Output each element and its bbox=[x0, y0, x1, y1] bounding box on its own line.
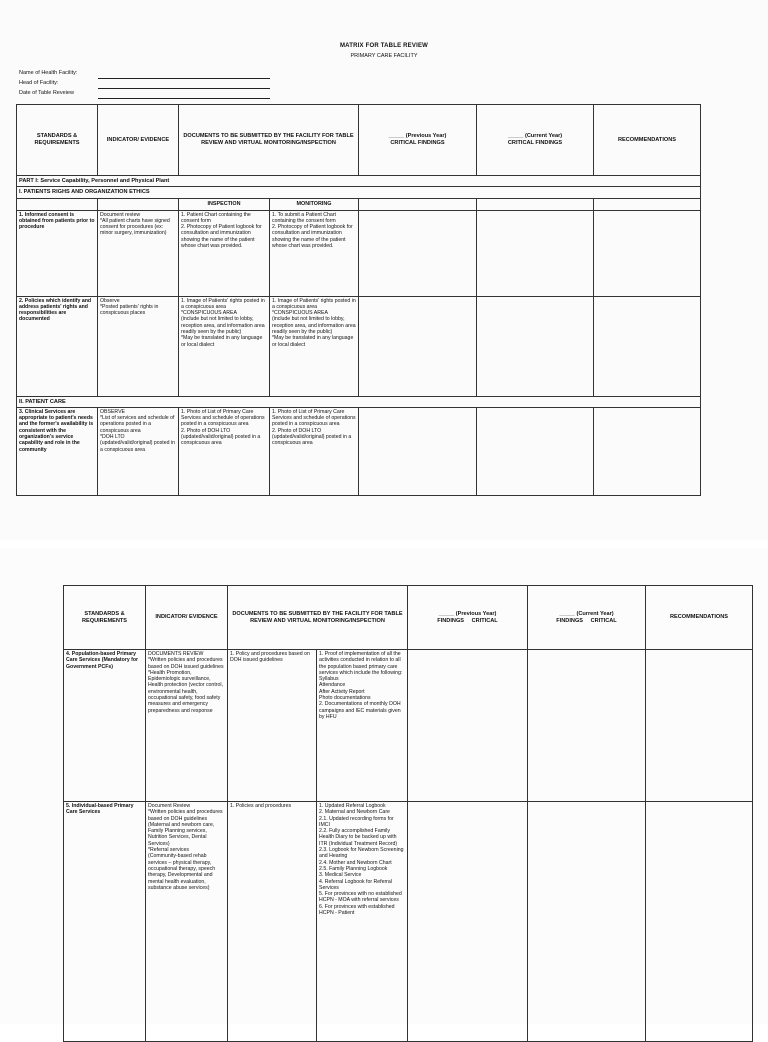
standard-cell: 1. Informed consent is obtained from patients prior to procedure bbox=[17, 210, 98, 296]
header-standards: STANDARDS & REQUIREMENTS bbox=[17, 105, 98, 176]
review-matrix-table-1 bbox=[16, 104, 701, 496]
previous-findings-cell[interactable] bbox=[359, 407, 477, 495]
current-findings-cell[interactable] bbox=[528, 802, 646, 1042]
header-documents: DOCUMENTS TO BE SUBMITTED BY THE FACILITY FOR TABLE REVIEW AND VIRTUAL MONITORING/INSPECTION bbox=[179, 105, 359, 176]
current-findings-label: _____ (Current Year) FINDINGS bbox=[556, 610, 614, 624]
page-2 bbox=[0, 548, 768, 1024]
recommendations-cell[interactable] bbox=[646, 650, 753, 802]
monitoring-cell: 1. Image of Patients' rights posted in a conspicuous area *CONSPICUOUS AREA (include but not limited to lobby, reception area, and information area readily seen by the public) *May be translated in any language or local dialect bbox=[270, 296, 359, 396]
previous-findings-cell[interactable] bbox=[408, 802, 528, 1042]
table-row bbox=[17, 296, 701, 396]
subhead-empty bbox=[17, 198, 98, 210]
inspection-cell: 1. Patient Chart containing the consent form 2. Photocopy of Patient logbook for consultation and immunization showing the name of the patient whose chart was provided. bbox=[179, 210, 270, 296]
table-row bbox=[64, 650, 753, 802]
previous-critical-label: CRITICAL bbox=[471, 617, 498, 624]
review-date-line[interactable] bbox=[98, 97, 270, 99]
indicator-cell: DOCUMENTS REVIEW *Written policies and procedures based on DOH issued guidelines *Health Promotion, Epidemiologic surveillance, Health protection (vector control, environmental health, occupational safety, food safety measures and emergency preparedness and response bbox=[146, 650, 228, 802]
head-of-facility-line[interactable] bbox=[98, 87, 270, 89]
current-critical-label: CRITICAL bbox=[590, 617, 617, 624]
subhead-monitoring: MONITORING bbox=[270, 198, 359, 210]
header-previous-year bbox=[408, 586, 528, 650]
previous-findings-cell[interactable] bbox=[408, 650, 528, 802]
inspection-cell: 1. Policies and procedures bbox=[228, 802, 317, 1042]
recommendations-cell[interactable] bbox=[594, 210, 701, 296]
previous-findings-cell[interactable] bbox=[359, 210, 477, 296]
previous-findings-label: _____ (Previous Year) FINDINGS bbox=[437, 610, 497, 624]
indicator-cell: OBSERVE *List of services and schedule of operations posted in a conspicuous area *DOH LTO (updated/valid/original) posted in a conspicuous area bbox=[98, 407, 179, 495]
monitoring-cell: 1. To submit a Patient Chart containing the consent form 2. Photocopy of Patient logbook for consultation and immunization showing the name of the patient whose chart was provided. bbox=[270, 210, 359, 296]
section-heading: I. PATIENTS RIGHS AND ORGANIZATION ETHICS bbox=[17, 187, 701, 198]
current-findings-cell[interactable] bbox=[477, 210, 594, 296]
recommendations-cell[interactable] bbox=[646, 802, 753, 1042]
head-of-facility-label: Head of Facility: bbox=[19, 80, 59, 86]
subhead-empty bbox=[98, 198, 179, 210]
facility-name-label: Name of Health Facility: bbox=[19, 70, 78, 76]
standard-cell: 4. Population-based Primary Care Services (Mandatory for Government PCFs) bbox=[64, 650, 146, 802]
header-standards: STANDARDS & REQUIREMENTS bbox=[64, 586, 146, 650]
subhead-empty bbox=[594, 198, 701, 210]
section-heading: II. PATIENT CARE bbox=[17, 396, 701, 407]
review-date-label: Date of Table Reveiew bbox=[19, 90, 74, 96]
current-findings-cell[interactable] bbox=[477, 296, 594, 396]
header-indicator: INDICATOR/ EVIDENCE bbox=[146, 586, 228, 650]
header-current-year bbox=[528, 586, 646, 650]
standard-cell: 2. Policies which identify and address patients' rights and responsibilities are documented bbox=[17, 296, 98, 396]
facility-name-line[interactable] bbox=[98, 77, 270, 79]
standard-cell: 5. Individual-based Primary Care Services bbox=[64, 802, 146, 1042]
header-recommendations: RECOMMENDATIONS bbox=[594, 105, 701, 176]
subhead-empty bbox=[359, 198, 477, 210]
header-recommendations: RECOMMENDATIONS bbox=[646, 586, 753, 650]
monitoring-cell: 1. Proof of implementation of all the activities conducted in relation to all the population based primary care services which include the following: Syllabus Attendance After Activity Report Photo documentations 2. Documentations of monthly DOH campaigns and IEC materials given by HFU bbox=[317, 650, 408, 802]
subhead-empty bbox=[477, 198, 594, 210]
monitoring-cell: 1. Updated Referral Logbook 2. Maternal and Newborn Care 2.1. Updated recording forms for IMCI 2.2. Fully accomplished Family Health Diary to be backed up with ITR (Individual Treatment Record) 2.3. Logbook for Newborn Screening and Hearing 2.4. Mother and Newborn Chart 2.5. Family Planning Logbook 3. Medical Service 4. Referral Logbook for Referral Services 5. For provinces with no established HCPN - MOA with referral services 6. For provinces with established HCPN - Patient bbox=[317, 802, 408, 1042]
subhead-inspection: INSPECTION bbox=[179, 198, 270, 210]
monitoring-cell: 1. Photo of List of Primary Care Services and schedule of operations posted in a conspicuous area 2. Photo of DOH LTO (updated/valid/original) posted in a conspicuous area bbox=[270, 407, 359, 495]
document-subtitle: PRIMARY CARE FACILITY bbox=[350, 53, 418, 59]
table-row bbox=[17, 210, 701, 296]
indicator-cell: Document Review *Written policies and procedures based on DOH guidelines (Maternal and newborn care, Family Planning services, Nutrition Services, Dental Services) *Referral services (Community-based rehab services – physical therapy, occupational therapy, speech therapy, Developmental and mental health evaluation, substance abuse services) bbox=[146, 802, 228, 1042]
header-documents: DOCUMENTS TO BE SUBMITTED BY THE FACILITY FOR TABLE REVIEW AND VIRTUAL MONITORING/INSPECTION bbox=[228, 586, 408, 650]
standard-cell: 3. Clinical Services are appropriate to patient's needs and the former's availability is consistent with the organization's service capability and role in the community bbox=[17, 407, 98, 495]
table-row bbox=[64, 802, 753, 1042]
inspection-cell: 1. Photo of List of Primary Care Services and schedule of operations posted in a conspicuous area 2. Photo of DOH LTO (updated/valid/original) posted in a conspicuous area bbox=[179, 407, 270, 495]
inspection-cell: 1. Policy and procedures based on DOH issued guidelines bbox=[228, 650, 317, 802]
review-matrix-table-2 bbox=[63, 585, 753, 1042]
indicator-cell: Document review *All patient charts have signed consent for procedures (ex: minor surgery, immunization) bbox=[98, 210, 179, 296]
header-current-year: _____ (Current Year) CRITICAL FINDINGS bbox=[477, 105, 594, 176]
page-gap bbox=[0, 540, 768, 548]
part-heading: PART I: Service Capability, Personnel and Physical Plant bbox=[17, 176, 701, 187]
table-row bbox=[17, 407, 701, 495]
document-title: MATRIX FOR TABLE REVIEW bbox=[339, 43, 429, 49]
current-findings-cell[interactable] bbox=[477, 407, 594, 495]
recommendations-cell[interactable] bbox=[594, 296, 701, 396]
previous-findings-cell[interactable] bbox=[359, 296, 477, 396]
recommendations-cell[interactable] bbox=[594, 407, 701, 495]
indicator-cell: Observe *Posted patients' rights in conspicuous places bbox=[98, 296, 179, 396]
current-findings-cell[interactable] bbox=[528, 650, 646, 802]
header-previous-year: _____ (Previous Year) CRITICAL FINDINGS bbox=[359, 105, 477, 176]
inspection-cell: 1. Image of Patients' rights posted in a conspicuous area *CONSPICUOUS AREA (include but not limited to lobby, reception area, and information area readily seen by the public) *May be translated in any language or local dialect bbox=[179, 296, 270, 396]
header-indicator: INDICATOR/ EVIDENCE bbox=[98, 105, 179, 176]
